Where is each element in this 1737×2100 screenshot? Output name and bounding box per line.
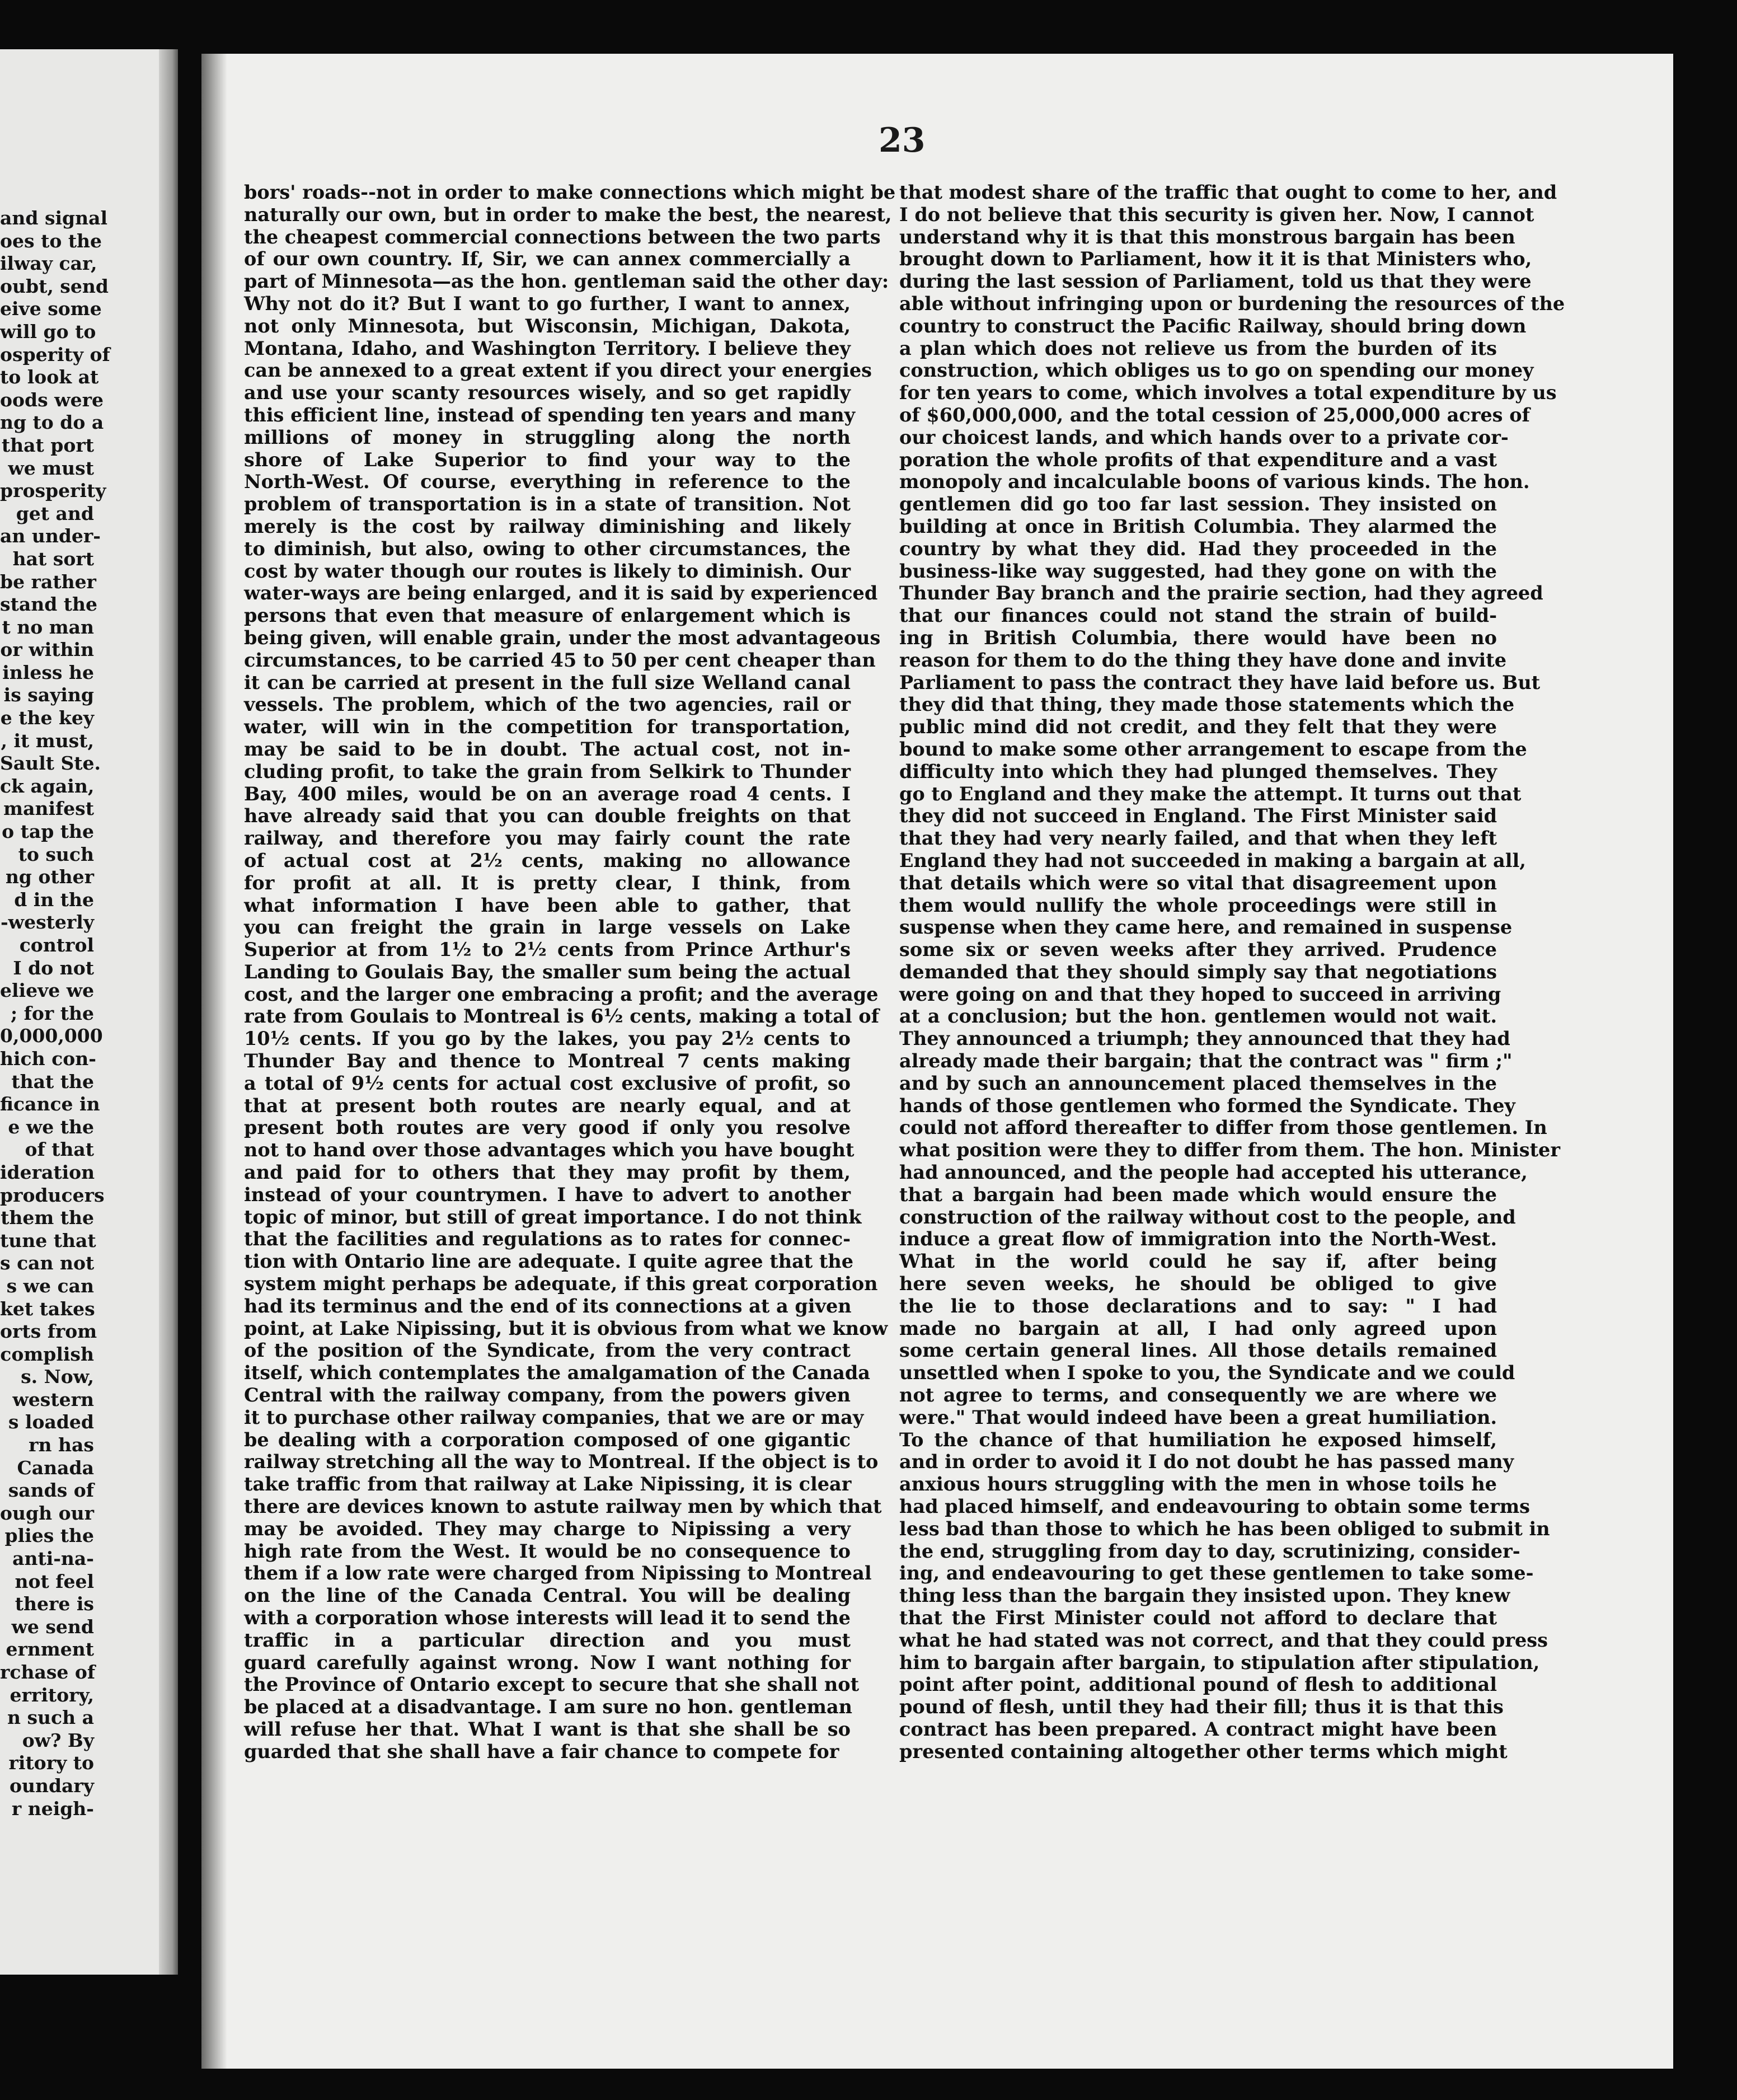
text-line: Landing to Goulais Bay, the smaller sum being the actual (244, 960, 851, 983)
facing-page-line: ck again, (0, 775, 95, 797)
facing-page-line: western (12, 1388, 94, 1410)
text-line: less bad than those to which he has been obliged to submit in (899, 1517, 1550, 1540)
text-line: have already said that you can double freights on that (244, 805, 851, 827)
text-line: and in order to avoid it I do not doubt he has passed many (899, 1451, 1514, 1473)
text-line: induce a great flow of immigration into the North-West. (899, 1228, 1497, 1250)
facing-page-line: that the (11, 1070, 94, 1093)
text-line: for profit at all. It is pretty clear, I think, from (244, 871, 851, 894)
text-line: railway stretching all the way to Montreal. If the object is to (244, 1451, 879, 1473)
text-line: be dealing with a corporation composed of one gigantic (244, 1428, 851, 1451)
facing-page-fragment (0, 49, 178, 1975)
text-line: England they had not succeeded in making a bargain at all, (899, 849, 1526, 871)
text-line: business-like way suggested, had they gone on with the (899, 560, 1497, 582)
facing-page-line: elieve we (0, 979, 95, 1002)
text-line: North-West. Of course, everything in reference to the (244, 471, 851, 493)
text-line: that they had very nearly failed, and that when they left (899, 827, 1497, 850)
facing-page-line: s loaded (8, 1411, 94, 1433)
facing-page-line: is saying (3, 684, 94, 706)
text-line: go to England and they make the attempt. It turns out that (899, 782, 1522, 805)
text-line: take traffic from that railway at Lake Nipissing, it is clear (244, 1473, 852, 1496)
text-line: high rate from the West. It would be no consequence to (244, 1540, 851, 1562)
text-line: demanded that they should simply say that negotiations (899, 960, 1497, 983)
text-line: gentlemen did go too far last session. They insisted on (899, 493, 1497, 515)
facing-page-line: s. Now, (21, 1366, 94, 1388)
text-line: be placed at a disadvantage. I am sure no hon. gentleman (244, 1696, 853, 1718)
facing-page-line: of that (25, 1138, 94, 1161)
facing-page-line: rn has (29, 1434, 94, 1456)
text-line: pound of flesh, until they had their fill; thus it is that this (899, 1696, 1504, 1718)
text-line: topic of minor, but still of great importance. I do not think (244, 1206, 862, 1228)
text-line: of the position of the Syndicate, from the very contract (244, 1339, 851, 1362)
text-line: unsettled when I spoke to you, the Syndicate and we could (899, 1362, 1515, 1384)
text-line: building at once in British Columbia. They alarmed the (899, 515, 1497, 537)
text-line: him to bargain after bargain, to stipulation after stipulation, (899, 1651, 1540, 1674)
text-line: naturally our own, but in order to make the best, the nearest, (244, 203, 892, 226)
text-line: guard carefully against wrong. Now I want nothing for (244, 1651, 851, 1674)
text-line: vessels. The problem, which of the two agencies, rail or (244, 693, 851, 716)
text-column-right (899, 181, 1565, 1763)
text-line: that modest share of the traffic that ought to come to her, and (899, 181, 1557, 203)
facing-page-line: them the (1, 1207, 94, 1229)
text-line: them if a low rate were charged from Nipissing to Montreal (244, 1562, 872, 1585)
text-line: country by what they did. Had they proceeded in the (899, 537, 1497, 560)
text-line: at a conclusion; but the hon. gentlemen would not wait. (899, 1005, 1497, 1028)
text-line: this efficient line, instead of spending ten years and many (244, 404, 856, 426)
facing-page-line: Canada (17, 1456, 94, 1479)
text-line: They announced a triumph; they announced that they had (899, 1028, 1510, 1050)
text-line: during the last session of Parliament, told us that they were (899, 270, 1532, 293)
facing-page-line: ough our (0, 1502, 94, 1524)
page-number: 23 (879, 121, 926, 160)
facing-page-line: inless he (2, 661, 94, 683)
text-line: monopoly and incalculable boons of various kinds. The hon. (899, 471, 1530, 493)
facing-page-line: ket takes (0, 1297, 95, 1320)
text-line: circumstances, to be carried 45 to 50 per cent cheaper than (244, 649, 876, 671)
facing-page-line: stand the (0, 593, 97, 616)
facing-page-line: o tap the (2, 821, 94, 843)
text-line: the end, struggling from day to day, scrutinizing, consider- (899, 1540, 1520, 1562)
text-line: merely is the cost by railway diminishing and likely (244, 515, 851, 537)
text-line: ing, and endeavouring to get these gentlemen to take some- (899, 1562, 1534, 1585)
page-fold-shadow (201, 54, 227, 2069)
text-line: cost, and the larger one embracing a profit; and the average (244, 983, 879, 1005)
text-line: them would nullify the whole proceedings were still in (899, 894, 1497, 916)
facing-page-line: ow? By (22, 1729, 94, 1751)
facing-page-line: 0,000,000 (0, 1025, 103, 1047)
text-line: anxious hours struggling with the men in whose toils he (899, 1473, 1497, 1496)
text-line: point, at Lake Nipissing, but it is obvious from what we know (244, 1317, 888, 1339)
text-line: Central with the railway company, from the powers given (244, 1384, 851, 1407)
text-line: guarded that she shall have a fair chance to compete for (244, 1740, 839, 1762)
text-line: cluding profit, to take the grain from Selkirk to Thunder (244, 760, 851, 782)
text-line: on the line of the Canada Central. You will be dealing (244, 1585, 851, 1607)
text-line: not agree to terms, and consequently we are where we (899, 1384, 1497, 1407)
facing-page-line: eive some (0, 298, 102, 320)
text-line: had placed himself, and endeavouring to obtain some terms (899, 1496, 1531, 1518)
facing-page-line: -westerly (0, 911, 94, 934)
text-line: being given, will enable grain, under the most advantageous (244, 626, 881, 649)
text-line: construction, which obliges us to go on spending our money (899, 359, 1534, 382)
document-page (201, 54, 1673, 2069)
text-line: traffic in a particular direction and you must (244, 1629, 851, 1651)
text-line: brought down to Parliament, how it it is that Ministers who, (899, 248, 1532, 270)
text-line: present both routes are very good if only you resolve (244, 1117, 851, 1139)
facing-page-line: an under- (0, 525, 101, 547)
text-line: not to hand over those advantages which you have bought (244, 1139, 855, 1161)
text-line: with a corporation whose interests will lead it to send the (244, 1607, 851, 1629)
facing-page-line: d in the (14, 888, 94, 911)
facing-page-line: e the key (0, 707, 94, 729)
facing-page-line: sands of (8, 1479, 94, 1502)
text-line: Thunder Bay branch and the prairie section, had they agreed (899, 582, 1543, 604)
facing-page-line: oods were (0, 388, 104, 411)
text-line: shore of Lake Superior to find your way to the (244, 448, 851, 471)
text-line: Thunder Bay and thence to Montreal 7 cents making (244, 1050, 851, 1072)
text-line: had its terminus and the end of its connections at a given (244, 1295, 852, 1317)
text-line: bors' roads--not in order to make connections which might be (244, 181, 896, 203)
text-line: may be said to be in doubt. The actual cost, not in- (244, 738, 851, 760)
facing-page-line: ideration (0, 1161, 95, 1183)
text-line: country to construct the Pacific Railway, should bring down (899, 315, 1527, 337)
facing-page-line: oubt, send (0, 275, 109, 297)
facing-page-line: s can not (0, 1252, 95, 1274)
text-line: were going on and that they hoped to succeed in arriving (899, 983, 1501, 1005)
text-line: persons that even that measure of enlargement which is (244, 604, 851, 627)
text-line: point after point, additional pound of flesh to additional (899, 1674, 1497, 1696)
facing-page-line: Sault Ste. (0, 752, 101, 775)
text-line: and use your scanty resources wisely, and so get rapidly (244, 382, 851, 404)
text-line: can be annexed to a great extent if you direct your energies (244, 359, 872, 382)
text-line: suspense when they came here, and remained in suspense (899, 916, 1513, 939)
facing-page-line: ng other (5, 866, 94, 888)
text-line: system might perhaps be adequate, if this great corporation (244, 1273, 878, 1295)
facing-page-line: or within (0, 639, 94, 661)
text-line: that the facilities and regulations as to rates for connec- (244, 1228, 851, 1250)
text-line: could not afford thereafter to differ from those gentlemen. In (899, 1117, 1547, 1139)
facing-page-line: e we the (8, 1115, 94, 1138)
facing-page-line: to look at (0, 366, 99, 388)
text-line: and by such an announcement placed themselves in the (899, 1072, 1497, 1094)
facing-page-line: ; for the (11, 1002, 94, 1024)
facing-page-line: will go to (0, 320, 96, 343)
facing-page-line: and signal (0, 207, 108, 229)
facing-page-line: r neigh- (11, 1797, 94, 1820)
facing-page-text (0, 207, 110, 1820)
text-line: of our own country. If, Sir, we can annex commercially a (244, 248, 851, 270)
facing-page-line: there is (15, 1593, 94, 1615)
text-line: to diminish, but also, owing to other circumstances, the (244, 537, 851, 560)
facing-page-line: t no man (2, 616, 94, 638)
facing-page-line: we send (11, 1615, 94, 1638)
text-line: ing in British Columbia, there would have been no (899, 626, 1497, 649)
facing-page-line: n such a (7, 1707, 94, 1729)
text-line: that the First Minister could not afford to declare that (899, 1607, 1497, 1629)
text-line: a total of 9½ cents for actual cost exclusive of profit, so (244, 1072, 851, 1094)
text-line: that details which were so vital that disagreement upon (899, 871, 1497, 894)
text-line: bound to make some other arrangement to escape from the (899, 738, 1527, 760)
text-line: Montana, Idaho, and Washington Territory. I believe they (244, 337, 851, 359)
text-line: there are devices known to astute railway men by which that (244, 1496, 882, 1518)
facing-page-line: rchase of (0, 1661, 96, 1683)
text-line: I do not believe that this security is given her. Now, I cannot (899, 203, 1534, 226)
text-line: the lie to those declarations and to say: " I had (899, 1295, 1497, 1317)
text-line: difficulty into which they had plunged themselves. They (899, 760, 1497, 782)
facing-page-line: oundary (9, 1774, 94, 1797)
facing-page-line: ernment (6, 1638, 94, 1661)
text-line: the Province of Ontario except to secure that she shall not (244, 1674, 860, 1696)
text-line: construction of the railway without cost to the people, and (899, 1206, 1516, 1228)
text-line: here seven weeks, he should be obliged to give (899, 1273, 1497, 1295)
text-line: were." That would indeed have been a great humiliation. (899, 1406, 1497, 1428)
text-line: railway, and therefore you may fairly count the rate (244, 827, 851, 850)
text-line: public mind did not credit, and they felt that they were (899, 716, 1497, 738)
facing-page-line: osperity of (0, 343, 110, 365)
text-column-left (244, 181, 896, 1763)
text-line: the cheapest commercial connections between the two parts (244, 226, 881, 248)
text-line: and paid for to others that they may profit by them, (244, 1161, 851, 1184)
text-line: that at present both routes are nearly equal, and at (244, 1094, 851, 1117)
facing-page-line: hat sort (12, 547, 94, 570)
facing-page-line: not feel (15, 1570, 94, 1592)
text-line: water-ways are being enlarged, and it is said by experienced (244, 582, 878, 604)
text-line: 10½ cents. If you go by the lakes, you pay 2½ cents to (244, 1028, 851, 1050)
text-line: made no bargain at all, I had only agreed upon (899, 1317, 1497, 1339)
facing-page-line: get and (16, 502, 94, 524)
facing-page-line: be rather (0, 570, 96, 593)
text-line: rate from Goulais to Montreal is 6½ cents, making a total of (244, 1005, 880, 1028)
facing-page-line: plies the (4, 1525, 94, 1547)
text-line: reason for them to do the thing they have done and invite (899, 649, 1507, 671)
text-line: tion with Ontario line are adequate. I quite agree that the (244, 1250, 854, 1273)
facing-page-line: s we can (6, 1274, 94, 1297)
text-line: already made their bargain; that the contract was " firm ;" (899, 1050, 1513, 1072)
text-line: they did not succeed in England. The First Minister said (899, 805, 1497, 827)
facing-page-line: anti-na- (12, 1548, 94, 1570)
text-line: will refuse her that. What I want is that she shall be so (244, 1718, 851, 1740)
text-line: had announced, and the people had accepted his utterance, (899, 1161, 1528, 1184)
text-line: able without infringing upon or burdening the resources of the (899, 292, 1565, 315)
text-line: Superior at from 1½ to 2½ cents from Prince Arthur's (244, 939, 851, 961)
text-line: Bay, 400 miles, would be on an average road 4 cents. I (244, 782, 851, 805)
text-line: millions of money in struggling along the north (244, 426, 851, 448)
text-line: you can freight the grain in large vessels on Lake (244, 916, 851, 939)
facing-page-line: erritory, (10, 1684, 94, 1706)
text-line: contract has been prepared. A contract might have been (899, 1718, 1497, 1740)
facing-page-line: ng to do a (0, 411, 104, 434)
facing-page-line: control (19, 934, 94, 956)
facing-page-line: hich con- (0, 1047, 96, 1070)
text-line: Parliament to pass the contract they have laid before us. But (899, 671, 1541, 693)
text-line: presented containing altogether other terms which might (899, 1740, 1508, 1762)
text-line: some six or seven weeks after they arrived. Prudence (899, 939, 1497, 961)
text-line: understand why it is that this monstrous bargain has been (899, 226, 1515, 248)
text-line: hands of those gentlemen who formed the Syndicate. They (899, 1094, 1515, 1117)
text-line: water, will win in the competition for transportation, (244, 716, 851, 738)
text-line: problem of transportation is in a state of transition. Not (244, 493, 851, 515)
text-line: not only Minnesota, but Wisconsin, Michigan, Dakota, (244, 315, 851, 337)
facing-page-line: complish (0, 1343, 94, 1365)
text-line: for ten years to come, which involves a total expenditure by us (899, 382, 1557, 404)
facing-page-line: , it must, (1, 729, 94, 752)
text-line: of $60,000,000, and the total cession of 25,000,000 acres of (899, 404, 1530, 426)
text-line: what information I have been able to gather, that (244, 894, 851, 916)
text-line: it can be carried at present in the full size Welland canal (244, 671, 851, 693)
facing-page-line: that port (1, 434, 94, 456)
facing-page-line: manifest (3, 798, 94, 820)
facing-page-line: oes to the (0, 229, 102, 252)
facing-page-line: ritory to (8, 1752, 94, 1774)
text-line: our choicest lands, and which hands over to a private cor- (899, 426, 1509, 448)
text-line: that our finances could not stand the strain of build- (899, 604, 1497, 627)
text-line: poration the whole profits of that expenditure and a vast (899, 448, 1497, 471)
text-line: thing less than the bargain they insisted upon. They knew (899, 1585, 1510, 1607)
page-gutter-shadow (159, 49, 178, 1975)
facing-page-line: orts from (0, 1320, 97, 1343)
text-line: cost by water though our routes is likely to diminish. Our (244, 560, 851, 582)
facing-page-line: tune that (0, 1229, 96, 1251)
facing-page-line: producers (0, 1184, 105, 1206)
facing-page-line: we must (8, 457, 94, 479)
text-line: of actual cost at 2½ cents, making no allowance (244, 849, 851, 871)
facing-page-line: ilway car, (0, 252, 97, 275)
text-line: What in the world could he say if, after being (899, 1250, 1497, 1273)
text-line: Why not do it? But I want to go further, I want to annex, (244, 292, 851, 315)
text-line: To the chance of that humiliation he exposed himself, (899, 1428, 1497, 1451)
text-line: that a bargain had been made which would ensure the (899, 1183, 1497, 1206)
text-line: a plan which does not relieve us from the burden of its (899, 337, 1497, 359)
text-line: they did that thing, they made those statements which the (899, 693, 1515, 716)
facing-page-line: I do not (13, 957, 94, 979)
text-line: it to purchase other railway companies, that we are or may (244, 1406, 864, 1428)
text-line: may be avoided. They may charge to Nipissing a very (244, 1517, 851, 1540)
facing-page-line: ficance in (0, 1093, 100, 1115)
text-line: instead of your countrymen. I have to advert to another (244, 1183, 851, 1206)
text-line: what position were they to differ from them. The hon. Minister (899, 1139, 1561, 1161)
text-line: part of Minnesota—as the hon. gentleman said the other day: (244, 270, 889, 293)
facing-page-line: to such (18, 843, 94, 865)
text-line: itself, which contemplates the amalgamation of the Canada (244, 1362, 870, 1384)
facing-page-line: prosperity (0, 480, 106, 502)
text-line: some certain general lines. All those details remained (899, 1339, 1497, 1362)
text-line: what he had stated was not correct, and that they could press (899, 1629, 1548, 1651)
